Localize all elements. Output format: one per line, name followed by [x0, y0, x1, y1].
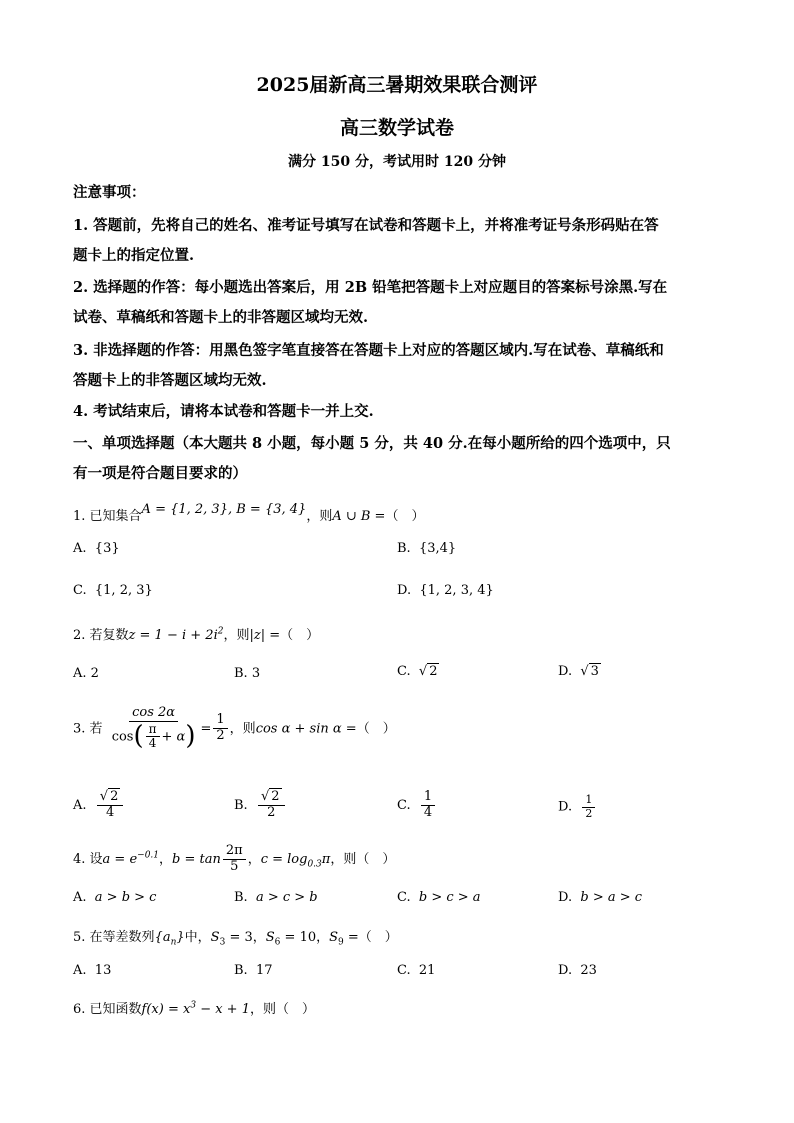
q4-prefix: 4. 设 — [73, 851, 103, 867]
q4-suffix: ，则（ ） — [330, 851, 396, 867]
q3-option-c-fraction — [421, 790, 435, 821]
q4-option-d[interactable] — [558, 890, 642, 905]
q6-exponent: 3 — [190, 1000, 197, 1011]
q2-option-a[interactable] — [73, 666, 99, 681]
q3-option-d[interactable] — [558, 794, 597, 820]
q3-right-paren: ) — [185, 720, 196, 751]
q5-s6: S — [265, 930, 275, 945]
q3-prefix: 3. 若 — [73, 721, 103, 737]
q3-option-a-den: 4 — [105, 804, 115, 820]
q4-comma-2: ， — [247, 851, 261, 867]
q2-prefix: 2. 若复数 — [73, 628, 129, 643]
q1-option-a-label: A. — [73, 541, 87, 556]
question-1 — [73, 502, 425, 524]
q5-option-b[interactable] — [234, 963, 273, 978]
question-4 — [73, 844, 395, 875]
q1-option-d-label: D. — [397, 583, 412, 598]
q1-option-d[interactable] — [397, 583, 494, 598]
q3-option-b-den: 2 — [267, 804, 276, 820]
q5-prefix: 5. 在等差数列 — [73, 930, 155, 945]
q2-option-b[interactable] — [234, 666, 260, 681]
q5-blank: （ ） — [358, 930, 398, 945]
q5-option-d-label: D. — [558, 963, 573, 978]
section-1-heading-line-1: 一、单项选择题（本大题共 8 小题，每小题 5 分，共 40 分.在每小题所给的四个选项中，只 — [73, 435, 671, 452]
question-2 — [73, 624, 319, 643]
q3-option-a-fraction — [97, 790, 124, 821]
q3-option-b[interactable] — [234, 790, 287, 821]
q3-option-a-radicand: 2 — [110, 789, 119, 804]
notice-item-2-line-1: 2. 选择题的作答：每小题选出答案后，用 2B 铅笔把答题卡上对应题目的答案标号涂黑.写在 — [73, 279, 668, 296]
q3-main-fraction — [109, 706, 199, 752]
q4-option-b-value: a > c > b — [255, 890, 318, 905]
q4-a-exponent: −0.1 — [137, 850, 160, 861]
q1-option-a[interactable] — [73, 541, 120, 556]
q4-option-b-label: B. — [234, 890, 248, 905]
q6-expr: f(x) = x — [141, 1002, 191, 1017]
q4-c-tail: π — [321, 851, 331, 867]
q5-s3-val: = 3 — [225, 930, 253, 945]
q2-option-a-label: A. — [73, 666, 87, 681]
notice-item-1-line-2: 题卡上的指定位置. — [73, 247, 195, 264]
q2-option-c[interactable] — [397, 664, 439, 679]
q3-option-d-num: 1 — [582, 794, 595, 808]
q5-s9-sub: 9 — [338, 937, 344, 948]
q3-option-a-label: A. — [73, 797, 87, 813]
q2-option-c-sqrt: √ 2 — [418, 664, 438, 679]
q5-option-a-label: A. — [73, 963, 87, 978]
q1-option-b[interactable] — [397, 541, 456, 556]
q3-option-a-num — [97, 790, 124, 806]
q2-option-d-sqrt: √ 3 — [580, 664, 599, 679]
q6-suffix: ，则（ ） — [249, 1002, 315, 1017]
q3-numerator-text: cos 2α — [132, 705, 176, 720]
q3-pi-num: π — [146, 723, 160, 738]
q5-s3: S — [210, 930, 220, 945]
notice-item-3-line-1: 3. 非选择题的作答：用黑色签字笔直接答在答题卡上对应的答题区域内.写在试卷、草稿纸和 — [73, 342, 664, 359]
q1-expr: A ∪ B = — [332, 509, 386, 524]
q3-option-b-fraction — [258, 790, 285, 821]
q3-option-b-num — [258, 790, 285, 806]
q5-option-b-label: B. — [234, 963, 248, 978]
q3-option-b-label: B. — [234, 797, 248, 813]
q3-option-c-num: 1 — [421, 790, 435, 806]
q1-option-c[interactable] — [73, 583, 153, 598]
q3-option-c-label: C. — [397, 797, 411, 813]
q4-option-a[interactable] — [73, 890, 156, 905]
q2-suffix: ，则 — [223, 628, 250, 643]
q3-option-d-den: 2 — [585, 806, 593, 820]
q4-option-a-value: a > b > c — [94, 890, 157, 905]
q2-option-d[interactable] — [558, 664, 601, 679]
notice-item-4: 4. 考试结束后，请将本试卷和答题卡一并上交. — [73, 403, 374, 420]
q3-den-plus: + α — [161, 729, 186, 745]
q1-suffix: ，则 — [306, 509, 333, 524]
q3-half — [213, 713, 227, 744]
q5-seq: {a — [154, 930, 171, 945]
q2-option-d-radicand: 3 — [590, 664, 599, 679]
q5-option-b-value: 17 — [255, 963, 273, 978]
q2-expr: z = 1 − i + 2i — [128, 628, 218, 643]
q3-option-b-sqrt: √ 2 — [260, 789, 280, 804]
question-6 — [73, 998, 315, 1017]
q2-exponent: 2 — [217, 626, 224, 637]
q3-blank: （ ） — [356, 721, 396, 737]
notice-item-3-line-2: 答题卡上的非答题区域均无效. — [73, 372, 267, 389]
q3-expr: cos α + sin α = — [255, 721, 357, 737]
q3-half-den: 2 — [216, 728, 225, 744]
q1-sets: A = {1, 2, 3}, B = {3, 4} — [141, 502, 307, 517]
q5-s6-val: = 10 — [280, 930, 317, 945]
q5-s3-sub: 3 — [219, 937, 226, 948]
q2-option-a-value: 2 — [90, 666, 99, 681]
q2-option-c-label: C. — [397, 664, 411, 679]
q3-suffix: ，则 — [229, 721, 256, 737]
q1-option-c-value: {1, 2, 3} — [94, 583, 153, 598]
q4-comma-1: ， — [159, 851, 173, 867]
q4-option-a-label: A. — [73, 890, 87, 905]
q5-option-c[interactable] — [397, 963, 435, 978]
q5-seq-close: } — [176, 930, 185, 945]
q3-option-a-sqrt: √ 2 — [99, 789, 119, 804]
q5-option-d[interactable] — [558, 963, 597, 978]
q4-c-subscript: 0.3 — [307, 859, 322, 870]
notice-item-1-line-1: 1. 答题前，先将自己的姓名、准考证号填写在试卷和答题卡上，并将准考证号条形码贴在答 — [73, 217, 659, 234]
q1-prefix: 1. 已知集合 — [73, 509, 142, 524]
q3-pi-fraction — [146, 723, 160, 752]
q5-option-c-value: 21 — [418, 963, 436, 978]
q4-option-c[interactable] — [397, 890, 481, 905]
q6-prefix: 6. 已知函数 — [73, 1002, 142, 1017]
q3-option-a[interactable] — [73, 790, 125, 821]
q4-option-c-label: C. — [397, 890, 411, 905]
q1-option-c-label: C. — [73, 583, 87, 598]
q3-option-b-radicand: 2 — [271, 789, 280, 804]
q5-mid: 中， — [184, 930, 211, 945]
q6-tail: − x + 1 — [196, 1002, 250, 1017]
q4-b-expr: b = tan — [172, 851, 221, 867]
section-1-heading-line-2: 有一项是符合题目要求的） — [73, 465, 247, 482]
q1-blank: （ ） — [385, 509, 425, 524]
q5-option-c-label: C. — [397, 963, 411, 978]
q5-option-d-value: 23 — [580, 963, 597, 978]
q1-option-a-value: {3} — [94, 541, 120, 556]
q4-c-expr: c = log — [260, 851, 308, 867]
q4-b-den: 5 — [230, 858, 239, 874]
q4-a-expr: a = e — [102, 851, 138, 867]
q5-option-a[interactable] — [73, 963, 111, 978]
q3-option-c[interactable] — [397, 790, 437, 821]
q3-numerator — [129, 706, 178, 722]
q2-option-b-value: 3 — [251, 666, 261, 681]
q3-half-num: 1 — [213, 713, 227, 729]
q2-blank: （ ） — [280, 628, 320, 643]
q1-option-b-value: {3,4} — [418, 541, 457, 556]
q3-equals: = — [200, 721, 212, 737]
question-3 — [73, 706, 396, 752]
q3-option-c-den: 4 — [423, 804, 433, 820]
q3-option-d-label: D. — [558, 799, 573, 815]
q2-option-b-label: B. — [234, 666, 248, 681]
q5-s9-val: = — [343, 930, 359, 945]
q1-option-d-value: {1, 2, 3, 4} — [419, 583, 494, 598]
exam-title: 2025届新高三暑期效果联合测评 — [256, 74, 538, 96]
q3-option-d-fraction — [582, 794, 595, 820]
q5-s9: S — [329, 930, 339, 945]
q2-option-c-radicand: 2 — [429, 664, 438, 679]
q2-option-d-label: D. — [558, 664, 573, 679]
q4-b-num: 2π — [223, 844, 246, 860]
q5-s6-sub: 6 — [274, 937, 281, 948]
q4-b-fraction — [223, 844, 246, 875]
exam-meta: 满分 150 分，考试用时 120 分钟 — [288, 154, 506, 170]
q5-option-a-value: 13 — [94, 963, 112, 978]
exam-subtitle: 高三数学试卷 — [339, 117, 454, 139]
q4-option-b[interactable] — [234, 890, 318, 905]
question-5: 5. 在等差数列$\{a_n\}$中，$S_3 = 3$，$S_6 = 10$，$S_9$ =（ ） — [73, 930, 398, 948]
q2-abs: |z| = — [249, 628, 281, 643]
q3-den-cos: cos — [111, 729, 134, 745]
q3-pi-den: 4 — [148, 736, 157, 751]
q4-option-d-value: b > a > c — [580, 890, 643, 905]
q5-seq-sub: n — [170, 937, 177, 948]
q3-left-paren: ( — [133, 720, 144, 751]
q4-option-c-value: b > c > a — [418, 890, 481, 905]
q3-denominator — [109, 722, 199, 752]
q4-option-d-label: D. — [558, 890, 573, 905]
q1-option-b-label: B. — [397, 541, 411, 556]
notice-heading: 注意事项： — [73, 184, 146, 201]
notice-item-2-line-2: 试卷、草稿纸和答题卡上的非答题区域均无效. — [73, 309, 369, 326]
